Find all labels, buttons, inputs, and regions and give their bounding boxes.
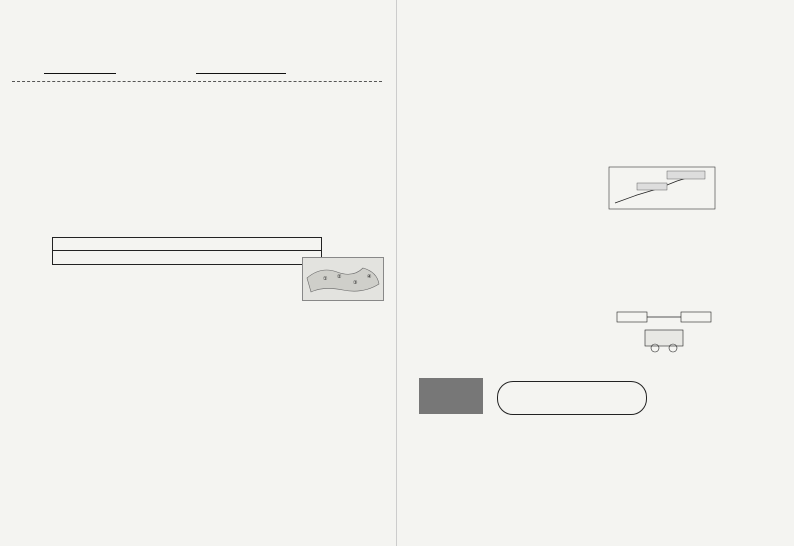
svg-text:②: ②	[337, 274, 342, 280]
header-divider	[12, 81, 382, 82]
knowledge-structure-diagram	[607, 165, 717, 211]
svg-text:③: ③	[353, 280, 358, 286]
svg-text:①: ①	[323, 276, 328, 282]
cartoon-caption	[497, 381, 647, 415]
ancient-civilizations-map	[302, 257, 384, 301]
ticket-field[interactable]	[196, 64, 286, 74]
name-field[interactable]	[44, 64, 116, 74]
svg-text:④: ④	[367, 274, 372, 280]
law-table	[52, 237, 322, 265]
page-2	[397, 0, 794, 546]
cartoon-image	[419, 378, 483, 414]
us-development-diagram	[615, 308, 715, 356]
name-row	[44, 64, 286, 77]
